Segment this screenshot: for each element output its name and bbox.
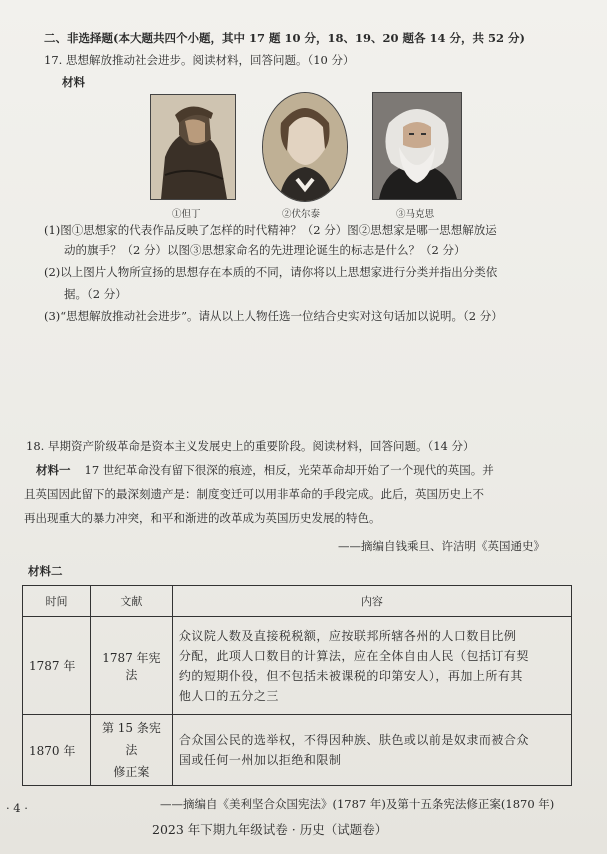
row1-content-line: 分配，此项人口数目的计算法，应在全体自由人民（包括订有契 [178,648,529,663]
voltaire-portrait [262,92,348,202]
page-number: · 4 · [6,801,28,815]
caption-marx: ③马克思 [396,209,435,220]
section-heading: 二、非选择题(本大题共四个小题，其中 17 题 10 分，18、19、20 题各 14 分，共 52 分) [44,31,525,45]
row2-content-line: 国或任何一州加以拒绝和限制 [178,753,342,767]
q18-m1-text1: 17 世纪革命没有留下很深的痕迹，相反，光荣革命却开始了一个现代的英国。并 [84,463,494,477]
row1-time: 1787 年 [23,617,91,715]
q17-part3-line1: (3)“思想解放推动社会进步”。请从以上人物任选一位结合史实对这句话加以说明。（2 分） [44,309,503,323]
row2-document-line: 第 15 条宪法 [101,721,161,757]
q17-part1-line2: 动的旗手？（2 分）以图③思想家命名的先进理论诞生的标志是什么？（2 分） [64,243,466,257]
row1-content-line: 他人口的五分之三 [178,688,279,703]
row1-content-line: 众议院人数及直接税税额，应按联邦所辖各州的人口数目比例 [178,628,517,643]
q17-part2-line1: (2)以上图片人物所宣扬的思想存在本质的不同，请你将以上思想家进行分类并指出分类依 [44,265,498,279]
marx-portrait [372,92,462,200]
header-time: 时间 [23,586,91,617]
material-two-table [22,585,572,786]
table-header-row [23,586,572,617]
q18-m1-line2: 且英国因此留下的最深刻遗产是：制度变迁可以用非革命的手段完成。此后，英国历史上不 [24,487,484,501]
caption-voltaire: ②伏尔泰 [282,209,321,220]
q18-m2-source: ——摘编自《美利坚合众国宪法》(1787 年)及第十五条宪法修正案(1870 年) [160,797,555,811]
row1-document: 1787 年宪法 [90,617,172,715]
row2-content-line: 合众国公民的选举权，不得因种族、肤色或以前是奴隶而被合众 [178,733,529,747]
table-row [23,617,572,715]
q18-m1-source: ——摘编自钱乘旦、许洁明《英国通史》 [338,539,545,553]
q18-stem: 18. 早期资产阶级革命是资本主义发展史上的重要阶段。阅读材料，回答问题。（14 分） [26,439,475,453]
header-document: 文献 [90,586,172,617]
q17-part1-line1: (1)图①思想家的代表作品反映了怎样的时代精神？（2 分）图②思想家是哪一思想解放运 [44,223,497,237]
footer-title: 2023 年下期九年级试卷 · 历史（试题卷） [152,822,388,837]
row2-document-line: 修正案 [113,765,150,779]
header-content: 内容 [172,586,571,617]
q18-m2-label: 材料二 [28,564,63,578]
dante-portrait [150,94,236,200]
q17-material-label: 材料 [62,75,85,89]
row2-time: 1870 年 [23,715,91,786]
q17-part2-line2: 据。（2 分） [64,287,127,301]
q18-m1-label: 材料一 [36,463,71,477]
q18-m1-line3: 再出现重大的暴力冲突，和平和渐进的改革成为英国历史发展的特色。 [24,511,381,525]
q17-stem: 17. 思想解放推动社会进步。阅读材料，回答问题。（10 分） [44,53,355,67]
row1-content [172,617,571,715]
q18-m1-line1 [36,462,494,478]
row1-content-line: 约的短期仆役，但不包括未被课税的印第安人），再加上所有其 [178,668,523,683]
table-row [23,715,572,786]
row2-document [90,715,172,786]
row2-content [172,715,571,786]
caption-dante: ①但丁 [172,209,201,220]
